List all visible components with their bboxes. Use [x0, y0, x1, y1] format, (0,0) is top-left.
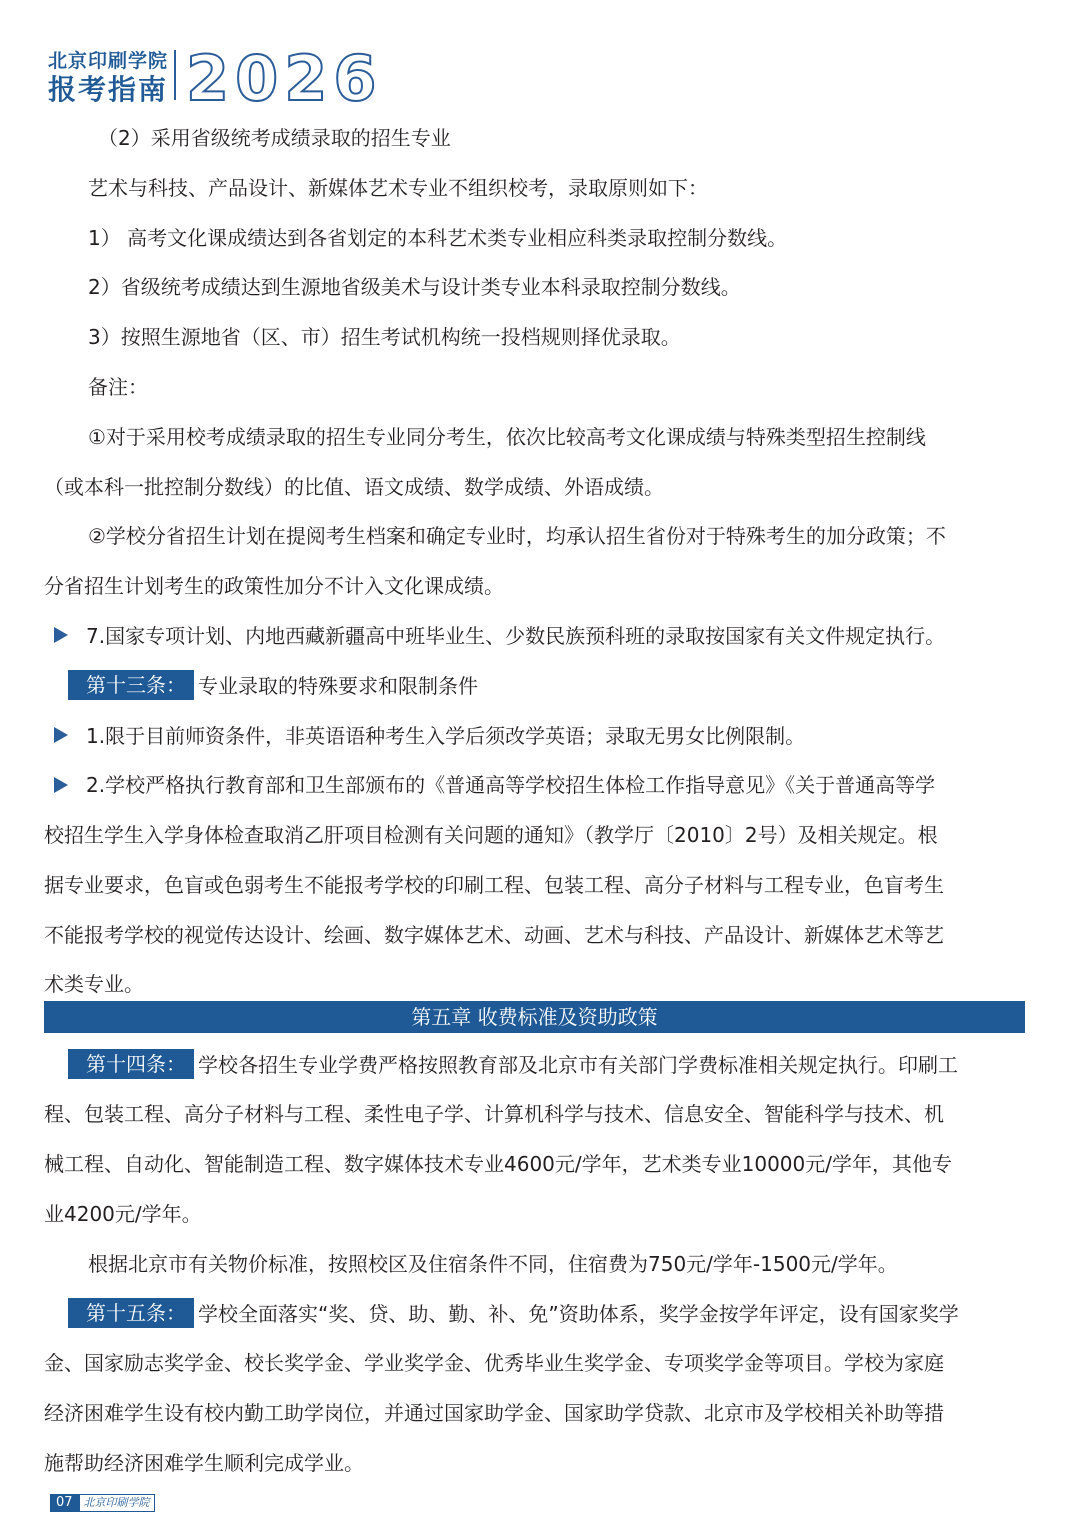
text-line: 分省招生计划考生的政策性加分不计入文化课成绩。 — [44, 574, 504, 599]
text-line: 备注： — [88, 374, 148, 399]
text-line: ②学校分省招生计划在提阅考生档案和确定专业时，均承认招生省份对于特殊考生的加分政策；不 — [88, 524, 946, 549]
text-line: （或本科一批控制分数线）的比值、语文成绩、数学成绩、外语成绩。 — [44, 474, 664, 499]
text-line: 经济困难学生设有校内勤工助学岗位，并通过国家助学金、国家助学贷款、北京市及学校相关补助等措 — [44, 1401, 944, 1426]
bullet-text: 1.限于目前师资条件，非英语语种考生入学后须改学英语；录取无男女比例限制。 — [86, 723, 806, 748]
text-line: ①对于采用校考成绩录取的招生专业同分考生，依次比较高考文化课成绩与特殊类型招生控制线 — [88, 424, 926, 449]
text-line: 程、包装工程、高分子材料与工程、柔性电子学、计算机科学与技术、信息安全、智能科学与技术、机 — [44, 1102, 944, 1127]
text-line: 据专业要求，色盲或色弱考生不能报考学校的印刷工程、包装工程、高分子材料与工程专业，色盲考生 — [44, 872, 944, 897]
triangle-bullet-icon — [54, 627, 68, 643]
bullet-text: 2.学校严格执行教育部和卫生部颁布的《普通高等学校招生体检工作指导意见》《关于普通高等学 — [86, 773, 936, 798]
article-title: 专业录取的特殊要求和限制条件 — [198, 673, 478, 698]
text-line: 业4200元/学年。 — [44, 1201, 202, 1226]
text-line: 2）省级统考成绩达到生源地省级美术与设计类专业本科录取控制分数线。 — [88, 275, 741, 300]
article-15-heading — [44, 1290, 1025, 1340]
triangle-bullet-icon — [54, 727, 68, 743]
text-line: 不能报考学校的视觉传达设计、绘画、数字媒体艺术、动画、艺术与科技、产品设计、新媒体艺术等艺 — [44, 922, 944, 947]
triangle-bullet-icon — [54, 777, 68, 793]
guide-title: 报考指南 — [48, 73, 169, 106]
article-14-heading — [44, 1041, 1025, 1091]
school-name: 北京印刷学院 — [48, 50, 169, 72]
article-tag: 第十四条： — [68, 1049, 194, 1079]
text-line: 械工程、自动化、智能制造工程、数字媒体技术专业4600元/学年，艺术类专业10000元/学年，其他专 — [44, 1152, 952, 1177]
text-line: 金、国家励志奖学金、校长奖学金、学业奖学金、优秀毕业生奖学金、专项奖学金等项目。学校为家庭 — [44, 1351, 944, 1376]
article-13-heading — [44, 662, 1025, 712]
article-text: 学校全面落实“奖、贷、助、勤、补、免”资助体系，奖学金按学年评定，设有国家奖学 — [198, 1301, 959, 1326]
text-line: 1） 高考文化课成绩达到各省划定的本科艺术类专业相应科类录取控制分数线。 — [88, 225, 788, 250]
text-line: 术类专业。 — [44, 971, 144, 996]
article-tag: 第十五条： — [68, 1298, 194, 1328]
year-title: 2026 — [186, 42, 383, 115]
chapter-heading: 第五章 收费标准及资助政策 — [44, 1001, 1025, 1033]
footer-logo-text: 北京印刷学院 — [79, 1494, 155, 1512]
header-divider — [174, 50, 176, 100]
page-footer — [50, 1494, 155, 1512]
text-line: 施帮助经济困难学生顺利完成学业。 — [44, 1450, 364, 1475]
page-number: 07 — [50, 1494, 79, 1512]
text-line: 校招生学生入学身体检查取消乙肝项目检测有关问题的通知》（教学厅〔2010〕2号）及相关规定。根 — [44, 823, 938, 848]
text-line: （2）采用省级统考成绩录取的招生专业 — [98, 126, 451, 150]
bullet-item — [44, 761, 1025, 811]
document-body — [44, 114, 1025, 1489]
text-line: 根据北京市有关物价标准，按照校区及住宿条件不同，住宿费为750元/学年-1500元/学年。 — [88, 1251, 898, 1276]
bullet-item — [44, 612, 1025, 662]
text-line: 3）按照生源地省（区、市）招生考试机构统一投档规则择优录取。 — [88, 325, 681, 350]
bullet-item — [44, 712, 1025, 762]
article-tag: 第十三条： — [68, 670, 194, 700]
article-text: 学校各招生专业学费严格按照教育部及北京市有关部门学费标准相关规定执行。印刷工 — [198, 1052, 958, 1077]
page-header — [48, 42, 388, 115]
text-line: 艺术与科技、产品设计、新媒体艺术专业不组织校考，录取原则如下： — [88, 175, 708, 200]
bullet-text: 7.国家专项计划、内地西藏新疆高中班毕业生、少数民族预科班的录取按国家有关文件规定执行。 — [86, 623, 946, 648]
